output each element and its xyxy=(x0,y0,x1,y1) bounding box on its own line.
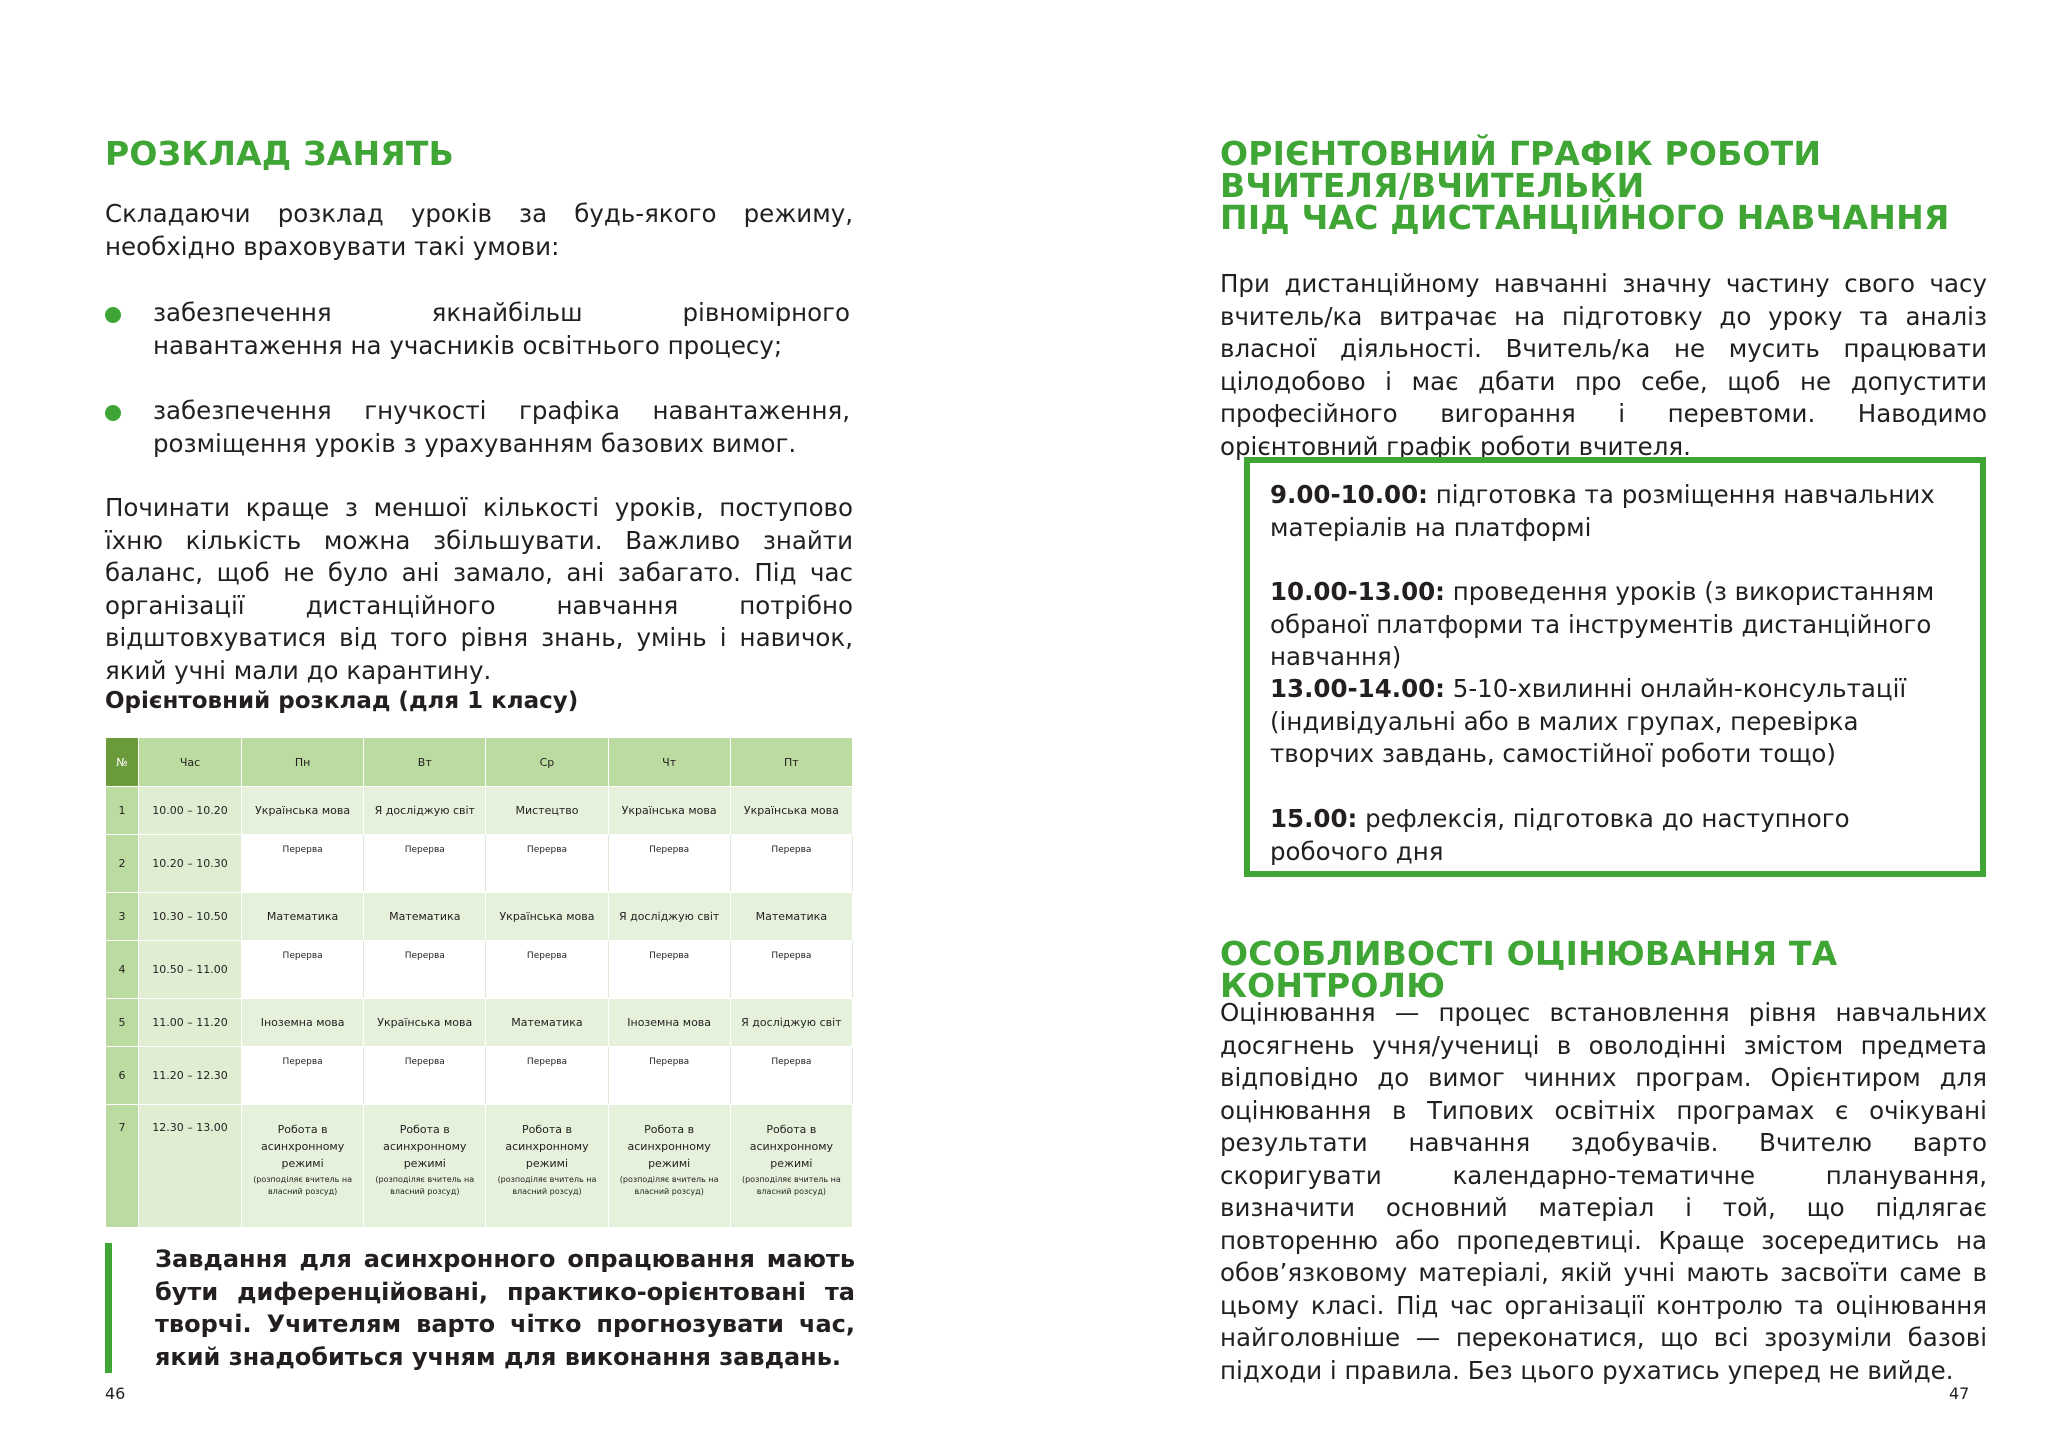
row-number: 6 xyxy=(106,1047,139,1105)
row-number: 4 xyxy=(106,941,139,999)
table-cell: Перерва xyxy=(242,835,364,893)
bullet-dot-icon xyxy=(105,405,121,421)
async-note: (розподіляє вчитель на власний розсуд) xyxy=(497,1175,597,1196)
row-time: 11.00 – 11.20 xyxy=(139,999,242,1047)
bullet-item xyxy=(105,395,850,460)
async-note: (розподіляє вчитель на власний розсуд) xyxy=(253,1175,352,1196)
row-number: 2 xyxy=(106,835,139,893)
table-row xyxy=(106,893,853,941)
async-label: Робота в асинхронному режимі xyxy=(383,1123,467,1170)
table-cell: Я досліджую світ xyxy=(608,893,730,941)
table-cell: Українська мова xyxy=(608,787,730,835)
table-cell: Іноземна мова xyxy=(608,999,730,1047)
table-cell: Я досліджую світ xyxy=(364,787,486,835)
async-note: (розподіляє вчитель на власний розсуд) xyxy=(741,1175,841,1196)
bullet-text: забезпечення гнучкості графіка навантаження, розміщення уроків з урахуванням базових вимог. xyxy=(153,396,850,458)
async-note: (розподіляє вчитель на власний розсуд) xyxy=(375,1175,475,1196)
table-cell: Перерва xyxy=(730,835,852,893)
column-header: Вт xyxy=(364,738,486,787)
row-time: 10.20 – 10.30 xyxy=(139,835,242,893)
schedule-entry xyxy=(1270,576,1970,674)
bullet-item xyxy=(105,297,850,362)
column-header: № xyxy=(106,738,139,787)
table-cell: Перерва xyxy=(486,835,608,893)
table-cell: Математика xyxy=(364,893,486,941)
table-cell: Перерва xyxy=(730,1047,852,1105)
column-header: Чт xyxy=(608,738,730,787)
table-cell xyxy=(242,1105,364,1228)
bullet-text: забезпечення якнайбільш рівномірного навантаження на учасників освітнього процесу; xyxy=(153,298,850,360)
table-row xyxy=(106,1105,853,1228)
table-cell: Перерва xyxy=(364,941,486,999)
table-row xyxy=(106,787,853,835)
row-time: 10.30 – 10.50 xyxy=(139,893,242,941)
schedule-time: 13.00-14.00: xyxy=(1270,674,1445,703)
async-note: (розподіляє вчитель на власний розсуд) xyxy=(619,1175,719,1196)
async-label: Робота в асинхронному режимі xyxy=(505,1123,589,1170)
schedule-time: 10.00-13.00: xyxy=(1270,577,1445,606)
section-heading-teacher-schedule xyxy=(1220,134,1950,237)
table-row xyxy=(106,941,853,999)
async-label: Робота в асинхронному режимі xyxy=(627,1123,711,1170)
table-header-row xyxy=(106,738,853,787)
schedule-text: підготовка та розміщення навчальних матеріалів на платформі xyxy=(1270,480,1935,542)
table-cell xyxy=(486,1105,608,1228)
column-header: Пн xyxy=(242,738,364,787)
column-header: Час xyxy=(139,738,242,787)
schedule-text: 5-10-хвилинні онлайн-консультації (індивідуальні або в малих групах, перевірка творчих завдань, самостійної роботи тощо) xyxy=(1270,674,1907,768)
schedule-entry xyxy=(1270,673,1970,771)
row-number: 7 xyxy=(106,1105,139,1228)
table-cell: Перерва xyxy=(242,1047,364,1105)
right-page xyxy=(1024,0,2048,1453)
schedule-time: 15.00: xyxy=(1270,804,1358,833)
table-row xyxy=(106,999,853,1047)
row-time: 12.30 – 13.00 xyxy=(139,1105,242,1228)
table-cell: Перерва xyxy=(486,941,608,999)
table-cell: Я досліджую світ xyxy=(730,999,852,1047)
section-heading-schedule: РОЗКЛАД ЗАНЯТЬ xyxy=(105,134,454,173)
column-header: Пт xyxy=(730,738,852,787)
table-cell: Перерва xyxy=(730,941,852,999)
async-label: Робота в асинхронному режимі xyxy=(749,1123,834,1170)
row-number: 3 xyxy=(106,893,139,941)
schedule-text: проведення уроків (з використанням обраної платформи та інструментів дистанційного навчання) xyxy=(1270,577,1935,671)
table-cell: Мистецтво xyxy=(486,787,608,835)
table-cell: Перерва xyxy=(608,835,730,893)
column-header: Ср xyxy=(486,738,608,787)
heading-line: ПІД ЧАС ДИСТАНЦІЙНОГО НАВЧАННЯ xyxy=(1220,198,1950,237)
table-cell: Перерва xyxy=(364,835,486,893)
table-cell: Перерва xyxy=(608,1047,730,1105)
schedule-entry xyxy=(1270,479,1970,544)
table-cell: Українська мова xyxy=(364,999,486,1047)
table-cell: Українська мова xyxy=(486,893,608,941)
intro-text: Складаючи розклад уроків за будь-якого режиму, необхідно враховувати такі умови: xyxy=(105,199,853,261)
teacher-schedule-box xyxy=(1244,457,1986,877)
quote-accent-bar xyxy=(105,1243,112,1373)
row-number: 5 xyxy=(106,999,139,1047)
table-row xyxy=(106,835,853,893)
row-time: 10.00 – 10.20 xyxy=(139,787,242,835)
row-number: 1 xyxy=(106,787,139,835)
table-title: Орієнтовний розклад (для 1 класу) xyxy=(105,688,579,714)
table-cell: Перерва xyxy=(242,941,364,999)
heading-line: ВЧИТЕЛЯ/ВЧИТЕЛЬКИ xyxy=(1220,166,1645,205)
table-cell xyxy=(608,1105,730,1228)
table-cell xyxy=(730,1105,852,1228)
schedule-text: рефлексія, підготовка до наступного робочого дня xyxy=(1270,804,1850,866)
highlight-quote: Завдання для асинхронного опрацювання мають бути диференційовані, практико-орієнтовані та творчі. Учителям варто чітко прогнозувати час, який знадобиться учням для виконання завдань. xyxy=(155,1245,855,1371)
table-cell: Математика xyxy=(730,893,852,941)
section-heading-assessment: ОСОБЛИВОСТІ ОЦІНЮВАННЯ ТА КОНТРОЛЮ xyxy=(1220,934,1838,1005)
table-cell: Іноземна мова xyxy=(242,999,364,1047)
table-cell: Українська мова xyxy=(242,787,364,835)
table-cell xyxy=(364,1105,486,1228)
bullet-dot-icon xyxy=(105,307,121,323)
schedule-entry xyxy=(1270,803,1970,868)
body-paragraph: Оцінювання — процес встановлення рівня навчальних досягнень учня/учениці в оволодінні змістом предмета відповідно до вимог чинних програм. Орієнтиром для оцінювання в Типових освітніх програмах є очікувані результати навчання здобувачів. Вчителю варто скоригувати календарно-тематичне планування, визначити основний матеріал і той, що підлягає повторенню або пропедевтиці. Краще зосередитись на обов’язковому матеріалі, якій учні мають засвоїти саме в цьому класі. Під час організації контролю та оцінювання найголовніше — переконатися, що всі зрозуміли базові підходи і правила. Без цього рухатись уперед не вийде. xyxy=(1220,998,1987,1385)
table-cell: Українська мова xyxy=(730,787,852,835)
table-cell: Перерва xyxy=(364,1047,486,1105)
row-time: 11.20 – 12.30 xyxy=(139,1047,242,1105)
schedule-time: 9.00-10.00: xyxy=(1270,480,1428,509)
schedule-table xyxy=(105,737,853,1228)
table-cell: Математика xyxy=(242,893,364,941)
table-cell: Математика xyxy=(486,999,608,1047)
intro-text: При дистанційному навчанні значну частину свого часу вчитель/ка витрачає на підготовку до уроку та аналіз власної діяльності. Вчитель/ка не мусить працювати цілодобово і має дбати про себе, щоб не допустити професійного вигорання і перевтоми. Наводимо орієнтовний графік роботи вчителя. xyxy=(1220,269,1987,461)
table-cell: Перерва xyxy=(608,941,730,999)
async-label: Робота в асинхронному режимі xyxy=(260,1123,345,1170)
table-cell: Перерва xyxy=(486,1047,608,1105)
body-paragraph: Починати краще з меншої кількості уроків, поступово їхню кількість можна збільшувати. Важливо знайти баланс, щоб не було ані замало, ані забагато. Під час організації дистанційного навчання потрібно відштовхуватися від того рівня знань, умінь і навичок, який учні мали до карантину. xyxy=(105,493,853,685)
row-time: 10.50 – 11.00 xyxy=(139,941,242,999)
page-number-left: 46 xyxy=(105,1384,126,1403)
heading-line: ОРІЄНТОВНИЙ ГРАФІК РОБОТИ xyxy=(1220,134,1822,173)
table-row xyxy=(106,1047,853,1105)
page-number-right: 47 xyxy=(1949,1384,1970,1403)
